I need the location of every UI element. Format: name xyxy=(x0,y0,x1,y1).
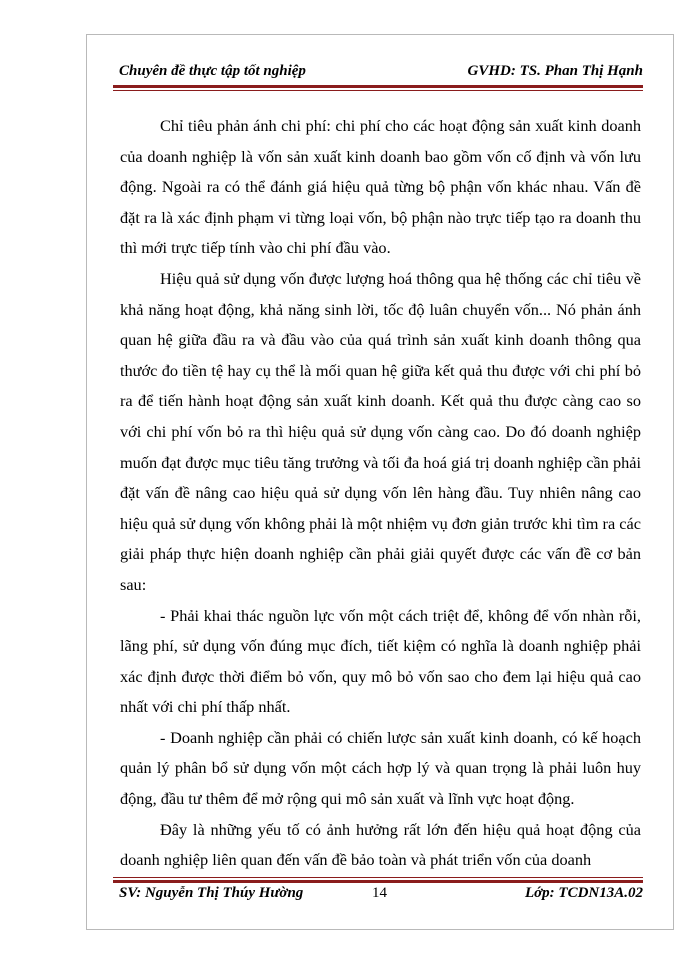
footer-class: Lớp: TCDN13A.02 xyxy=(524,885,643,901)
body-text xyxy=(120,111,641,876)
header-document-title: Chuyên đề thực tập tốt nghiệp xyxy=(119,63,306,79)
footer-rule-thick xyxy=(113,880,643,883)
paragraph-factors: Đây là những yếu tố có ảnh hưởng rất lớn đến hiệu quả hoạt động của doanh nghiệp liên quan đến vấn đề bảo toàn và phát triển vốn của doanh xyxy=(120,819,641,870)
page-footer xyxy=(113,885,643,905)
page-number: 14 xyxy=(372,885,387,901)
footer-rule-thin xyxy=(113,877,643,878)
paragraph-capital-efficiency: Hiệu quả sử dụng vốn được lượng hoá thông qua hệ thống các chỉ tiêu về khả năng hoạt động, khả năng sinh lời, tốc độ luân chuyển vốn... Nó phản ánh quan hệ giữa đầu ra và đầu vào của quá trình sản xuất kinh doanh thông qua thước đo tiền tệ hay cụ thể là mối quan hệ giữa kết quả thu được với chi phí bỏ ra để tiến hành hoạt động sản xuất kinh doanh. Kết quả thu được càng cao so với chi phí vốn bỏ ra thì hiệu quả sử dụng vốn càng cao. Do đó doanh nghiệp muốn đạt được mục tiêu tăng trưởng và tối đa hoá giá trị doanh nghiệp cần phải đặt vấn đề nâng cao hiệu quả sử dụng vốn lên hàng đầu. Tuy nhiên nâng cao hiệu quả sử dụng vốn không phải là một nhiệm vụ đơn giản trước khi tìm ra các giải pháp thực hiện doanh nghiệp cần phải giải quyết được các vấn đề cơ bản sau: xyxy=(120,268,641,594)
page-header xyxy=(113,63,643,83)
footer-student: SV: Nguyễn Thị Thúy Hường xyxy=(119,885,304,901)
header-supervisor: GVHD: TS. Phan Thị Hạnh xyxy=(467,63,643,79)
bullet-exploit-capital: - Phải khai thác nguồn lực vốn một cách triệt để, không để vốn nhàn rỗi, lãng phí, sử dụng vốn đúng mục đích, tiết kiệm có nghĩa là doanh nghiệp phải xác định được thời điểm bỏ vốn, quy mô bỏ vốn sao cho đem lại hiệu quả cao nhất với chi phí thấp nhất. xyxy=(120,605,641,717)
paragraph-cost-indicator: Chỉ tiêu phản ánh chi phí: chi phí cho các hoạt động sản xuất kinh doanh của doanh nghiệp là vốn sản xuất kinh doanh bao gồm vốn cố định và vốn lưu động. Ngoài ra có thể đánh giá hiệu quả từng bộ phận vốn khác nhau. Vấn đề đặt ra là xác định phạm vi từng loại vốn, bộ phận nào trực tiếp tạo ra doanh thu thì mới trực tiếp tính vào chi phí đầu vào. xyxy=(120,116,641,258)
header-rule-thick xyxy=(113,85,643,88)
bullet-business-strategy: - Doanh nghiệp cần phải có chiến lược sản xuất kinh doanh, có kế hoạch quản lý phân bổ sử dụng vốn một cách hợp lý và quan trọng là phải luôn huy động, đầu tư thêm để mở rộng qui mô sản xuất và lĩnh vực hoạt động. xyxy=(120,727,641,809)
header-rule-thin xyxy=(113,90,643,91)
